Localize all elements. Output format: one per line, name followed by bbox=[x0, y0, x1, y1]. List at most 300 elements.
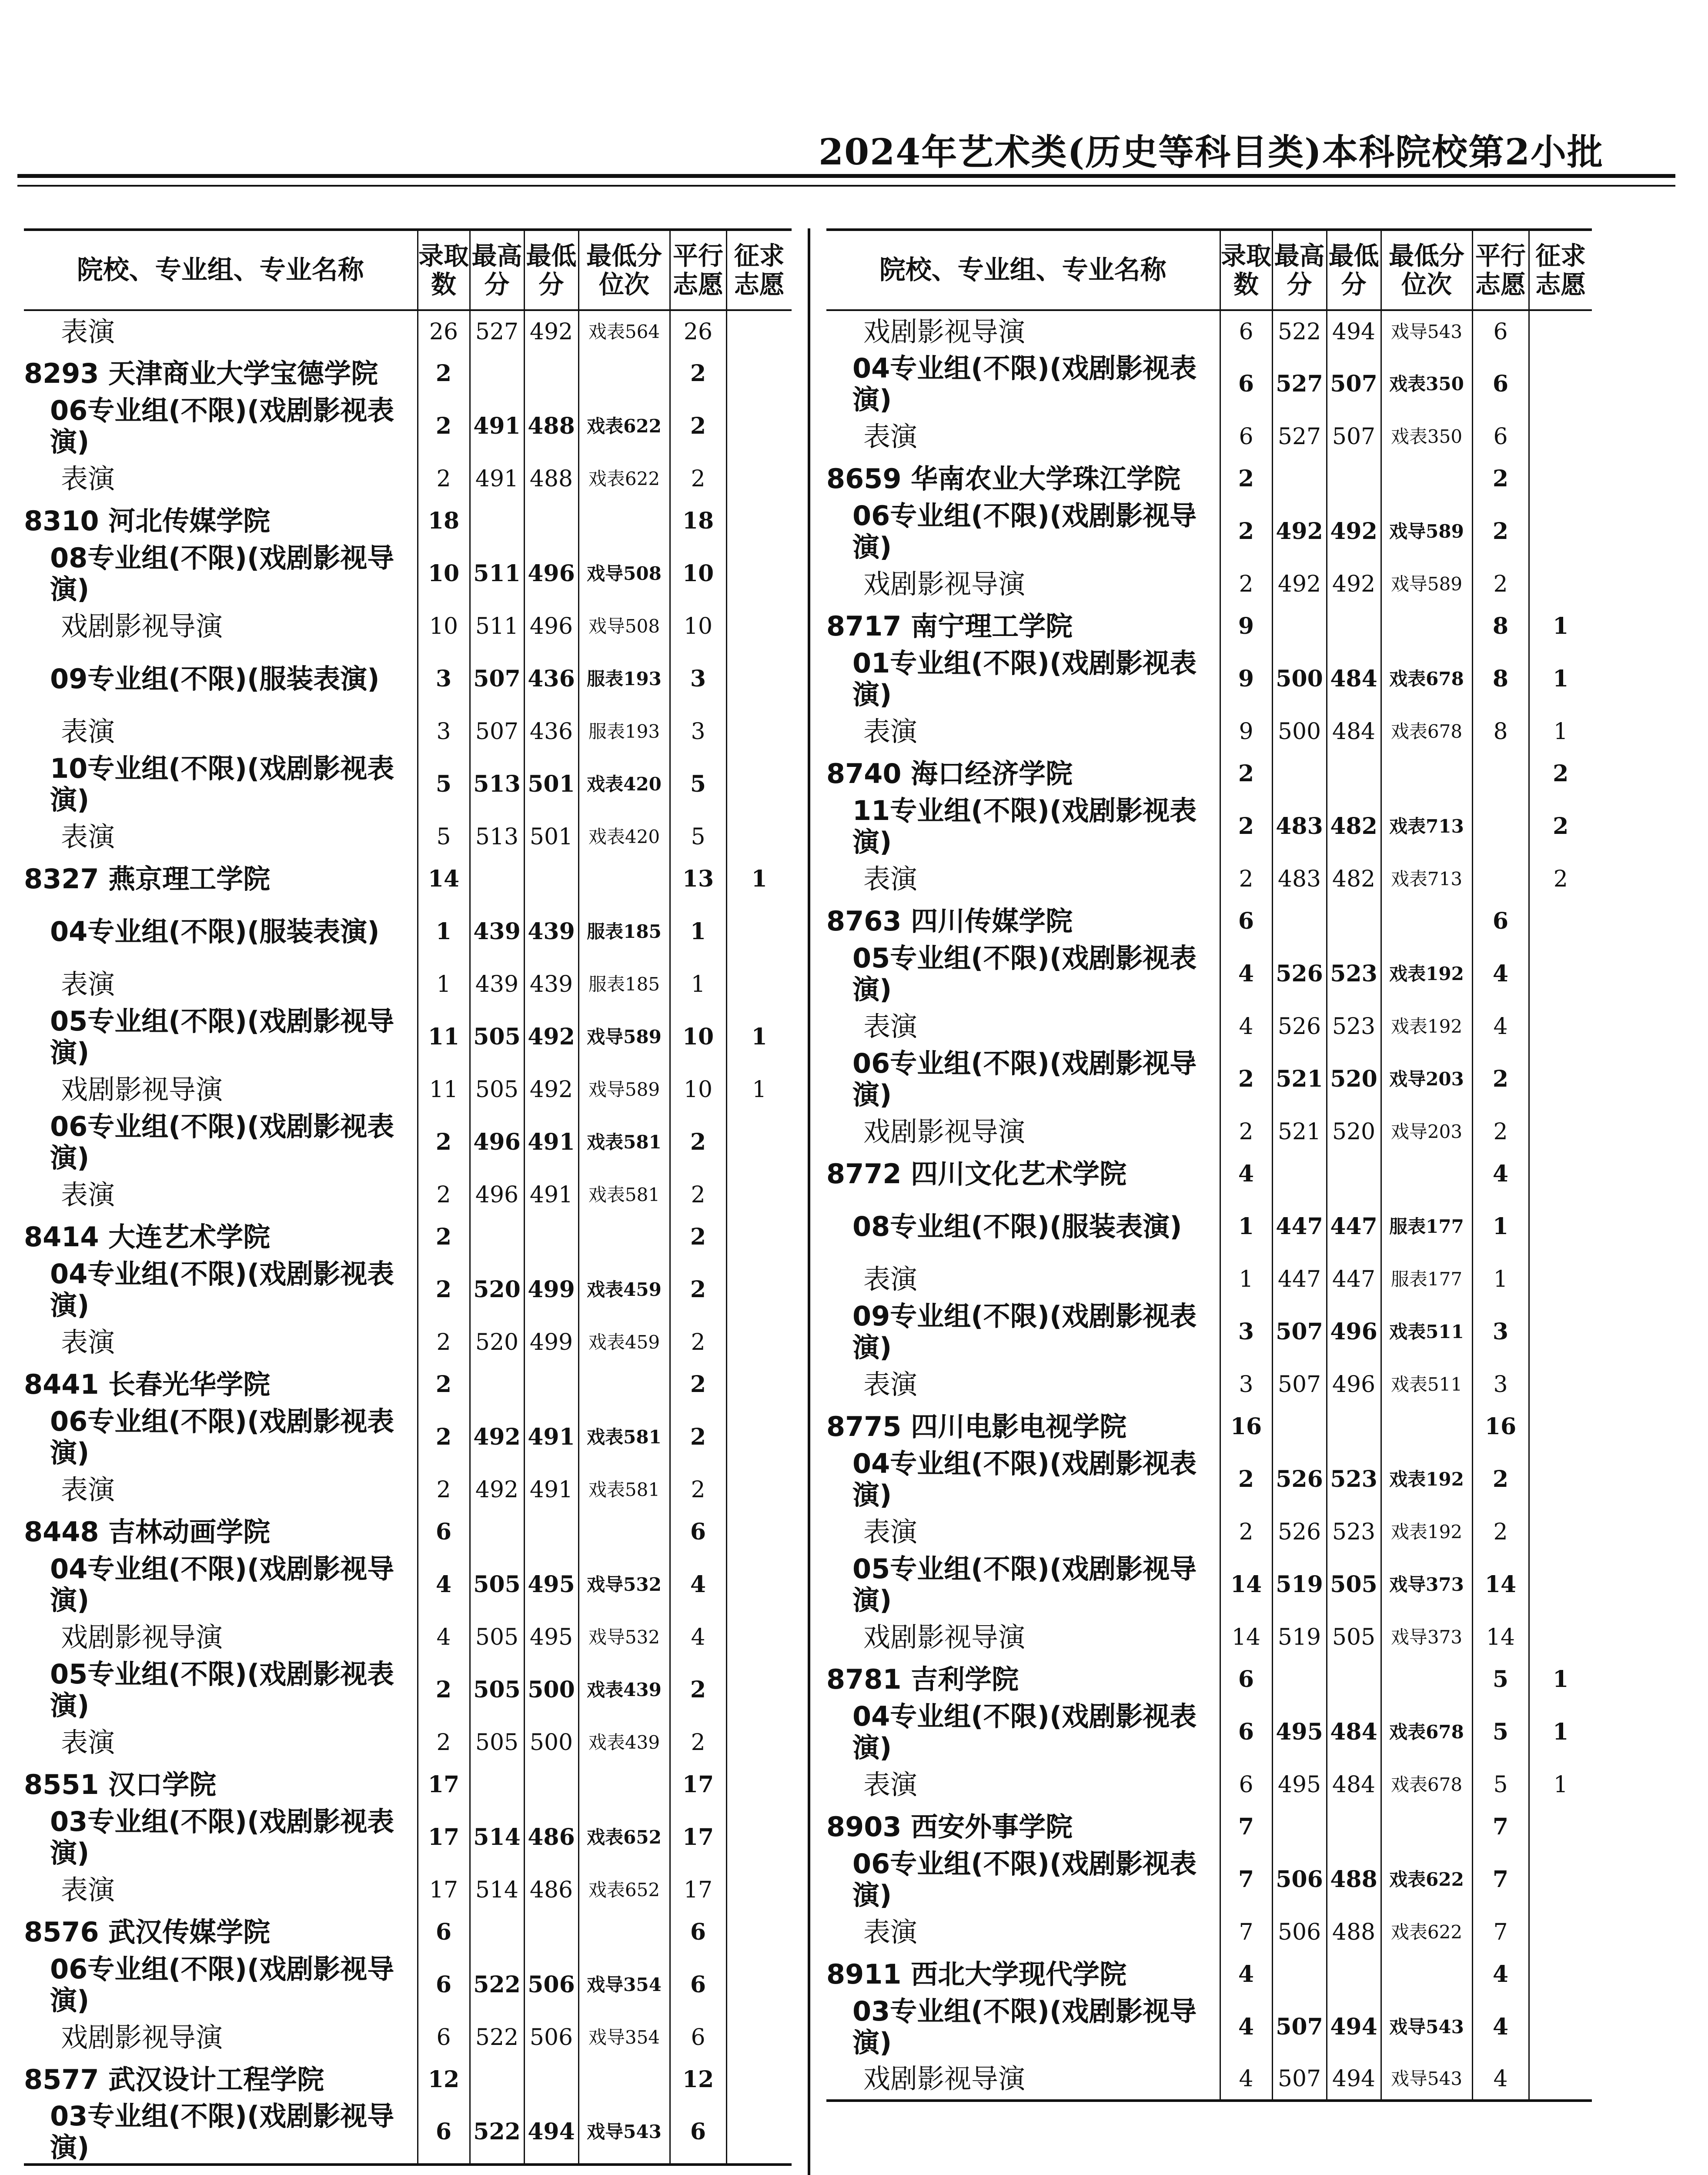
cell-solicit bbox=[1529, 1806, 1592, 1848]
cell-max: 505 bbox=[470, 1005, 524, 1068]
cell-min: 506 bbox=[524, 1953, 578, 2016]
header-rule-thin bbox=[17, 185, 1675, 187]
cell-name: 06专业组(不限)(戏剧影视表演) bbox=[50, 1110, 394, 1174]
cell-admit: 11 bbox=[418, 1068, 470, 1111]
cell-name: 05专业组(不限)(戏剧影视导演) bbox=[50, 1005, 394, 1068]
cell-minrank: 戏表652 bbox=[578, 1869, 670, 1911]
admission-table-right bbox=[826, 228, 1592, 2102]
cell-admit: 6 bbox=[1220, 1700, 1272, 1763]
cell-max bbox=[470, 1511, 524, 1553]
cell-parallel: 2 bbox=[670, 1111, 726, 1174]
cell-name: 8551 汉口学院 bbox=[24, 1768, 217, 1800]
cell-max: 507 bbox=[470, 647, 524, 710]
major-row bbox=[24, 310, 792, 352]
cell-admit: 6 bbox=[418, 2016, 470, 2058]
cell-min: 484 bbox=[1327, 1700, 1381, 1763]
cell-min: 447 bbox=[1327, 1258, 1381, 1300]
cell-max: 491 bbox=[470, 458, 524, 500]
cell-admit: 6 bbox=[1220, 352, 1272, 415]
cell-admit: 4 bbox=[1220, 1005, 1272, 1047]
group-row bbox=[826, 1848, 1592, 1911]
cell-solicit bbox=[726, 1869, 792, 1911]
cell-max bbox=[470, 352, 524, 395]
cell-minrank: 服表177 bbox=[1381, 1258, 1472, 1300]
cell-parallel: 18 bbox=[670, 500, 726, 542]
cell-max bbox=[470, 858, 524, 900]
cell-minrank: 戏表564 bbox=[578, 310, 670, 352]
cell-admit: 1 bbox=[1220, 1195, 1272, 1258]
cell-minrank: 戏导532 bbox=[578, 1616, 670, 1658]
cell-solicit bbox=[726, 1953, 792, 2016]
cell-min bbox=[524, 500, 578, 542]
cell-name: 表演 bbox=[863, 715, 918, 747]
cell-admit: 6 bbox=[418, 1953, 470, 2016]
cell-name: 8448 吉林动画学院 bbox=[24, 1516, 271, 1548]
cell-min: 491 bbox=[524, 1111, 578, 1174]
group-row bbox=[826, 647, 1592, 710]
page-header-title: 2024年艺术类(历史等科目类)本科院校第2小批 bbox=[819, 131, 1604, 173]
cell-max bbox=[1272, 1658, 1327, 1700]
cell-name: 戏剧影视导演 bbox=[61, 610, 223, 642]
cell-max: 495 bbox=[1272, 1700, 1327, 1763]
cell-min: 494 bbox=[524, 2101, 578, 2165]
cell-admit: 9 bbox=[1220, 605, 1272, 647]
cell-minrank: 戏表581 bbox=[578, 1111, 670, 1174]
cell-minrank: 戏表192 bbox=[1381, 1511, 1472, 1553]
cell-name: 戏剧影视导演 bbox=[863, 568, 1026, 600]
table-header-row bbox=[826, 230, 1592, 310]
cell-solicit bbox=[726, 1258, 792, 1321]
cell-max: 439 bbox=[470, 900, 524, 963]
cell-solicit bbox=[1529, 500, 1592, 563]
cell-minrank: 戏导589 bbox=[578, 1068, 670, 1111]
cell-minrank: 戏表192 bbox=[1381, 942, 1472, 1005]
cell-minrank: 戏表622 bbox=[578, 458, 670, 500]
cell-name: 8763 四川传媒学院 bbox=[826, 905, 1073, 937]
cell-min: 520 bbox=[1327, 1047, 1381, 1111]
cell-solicit bbox=[726, 310, 792, 352]
cell-admit: 2 bbox=[1220, 858, 1272, 900]
cell-solicit bbox=[726, 1616, 792, 1658]
cell-min: 499 bbox=[524, 1321, 578, 1363]
major-row bbox=[826, 1763, 1592, 1806]
cell-name: 03专业组(不限)(戏剧影视表演) bbox=[50, 1805, 394, 1869]
cell-admit: 3 bbox=[1220, 1300, 1272, 1363]
cell-parallel: 2 bbox=[1472, 1511, 1529, 1553]
col-header-parallel: 平行志愿 bbox=[1472, 230, 1529, 310]
cell-name: 戏剧影视导演 bbox=[61, 2021, 223, 2053]
cell-solicit bbox=[1529, 942, 1592, 1005]
group-row bbox=[24, 900, 792, 963]
school-row bbox=[24, 500, 792, 542]
group-row bbox=[826, 1995, 1592, 2058]
cell-parallel: 3 bbox=[1472, 1363, 1529, 1405]
cell-parallel: 2 bbox=[670, 352, 726, 395]
cell-admit: 6 bbox=[1220, 310, 1272, 352]
major-row bbox=[826, 310, 1592, 352]
group-row bbox=[24, 2101, 792, 2165]
col-header-parallel: 平行志愿 bbox=[670, 230, 726, 310]
cell-max bbox=[470, 1363, 524, 1405]
cell-name: 03专业组(不限)(戏剧影视导演) bbox=[852, 1995, 1197, 2058]
cell-admit: 2 bbox=[418, 1469, 470, 1511]
cell-max: 507 bbox=[1272, 1995, 1327, 2058]
cell-name: 08专业组(不限)(戏剧影视导演) bbox=[50, 542, 394, 605]
cell-parallel: 5 bbox=[1472, 1658, 1529, 1700]
major-row bbox=[24, 816, 792, 858]
cell-max: 513 bbox=[470, 753, 524, 816]
cell-max: 526 bbox=[1272, 1448, 1327, 1511]
cell-max: 505 bbox=[470, 1721, 524, 1763]
cell-minrank: 戏导373 bbox=[1381, 1553, 1472, 1616]
cell-min bbox=[524, 1911, 578, 1953]
cell-admit: 2 bbox=[1220, 753, 1272, 795]
cell-minrank: 戏表192 bbox=[1381, 1448, 1472, 1511]
cell-name: 8310 河北传媒学院 bbox=[24, 505, 271, 537]
cell-admit: 5 bbox=[418, 816, 470, 858]
cell-max bbox=[470, 2058, 524, 2101]
cell-min bbox=[524, 1216, 578, 1258]
major-row bbox=[826, 1258, 1592, 1300]
cell-name: 表演 bbox=[863, 1916, 918, 1948]
cell-name: 表演 bbox=[61, 315, 115, 348]
cell-minrank bbox=[578, 500, 670, 542]
cell-solicit bbox=[726, 1469, 792, 1511]
cell-parallel: 4 bbox=[1472, 2058, 1529, 2101]
cell-parallel: 17 bbox=[670, 1806, 726, 1869]
cell-max: 507 bbox=[1272, 1300, 1327, 1363]
cell-min: 492 bbox=[524, 310, 578, 352]
school-row bbox=[826, 1658, 1592, 1700]
cell-admit: 2 bbox=[1220, 563, 1272, 605]
cell-name: 8772 四川文化艺术学院 bbox=[826, 1158, 1127, 1190]
cell-min: 488 bbox=[524, 395, 578, 458]
cell-max: 506 bbox=[1272, 1911, 1327, 1953]
cell-max: 519 bbox=[1272, 1616, 1327, 1658]
cell-minrank: 戏导543 bbox=[1381, 310, 1472, 352]
cell-name: 表演 bbox=[61, 1473, 115, 1506]
cell-max: 527 bbox=[1272, 415, 1327, 458]
cell-min: 520 bbox=[1327, 1111, 1381, 1153]
major-row bbox=[826, 1005, 1592, 1047]
cell-min: 495 bbox=[524, 1616, 578, 1658]
cell-admit: 4 bbox=[1220, 1153, 1272, 1195]
major-row bbox=[24, 1321, 792, 1363]
cell-min: 491 bbox=[524, 1405, 578, 1469]
cell-parallel: 5 bbox=[670, 816, 726, 858]
cell-min: 482 bbox=[1327, 858, 1381, 900]
cell-name: 01专业组(不限)(戏剧影视表演) bbox=[852, 647, 1197, 710]
cell-name: 8781 吉利学院 bbox=[826, 1663, 1019, 1695]
cell-admit: 2 bbox=[1220, 500, 1272, 563]
cell-minrank: 戏导543 bbox=[1381, 1995, 1472, 2058]
col-header-solicit: 征求志愿 bbox=[1529, 230, 1592, 310]
cell-solicit bbox=[726, 1511, 792, 1553]
cell-min: 501 bbox=[524, 816, 578, 858]
cell-parallel: 6 bbox=[670, 2016, 726, 2058]
cell-solicit bbox=[1529, 1616, 1592, 1658]
cell-admit: 2 bbox=[418, 1321, 470, 1363]
school-row bbox=[826, 458, 1592, 500]
cell-name: 04专业组(不限)(服装表演) bbox=[50, 915, 380, 947]
cell-solicit bbox=[1529, 2058, 1592, 2101]
cell-max: 500 bbox=[1272, 710, 1327, 753]
cell-solicit bbox=[1529, 352, 1592, 415]
cell-name: 06专业组(不限)(戏剧影视表演) bbox=[50, 1405, 394, 1469]
cell-admit: 1 bbox=[1220, 1258, 1272, 1300]
major-row bbox=[24, 710, 792, 753]
cell-minrank bbox=[1381, 753, 1472, 795]
cell-solicit: 2 bbox=[1529, 858, 1592, 900]
cell-max bbox=[470, 1911, 524, 1953]
cell-name: 表演 bbox=[61, 1726, 115, 1758]
cell-minrank: 戏导354 bbox=[578, 1953, 670, 2016]
cell-admit: 2 bbox=[418, 1405, 470, 1469]
cell-min: 436 bbox=[524, 710, 578, 753]
cell-admit: 12 bbox=[418, 2058, 470, 2101]
cell-name: 06专业组(不限)(戏剧影视表演) bbox=[852, 1847, 1197, 1911]
cell-min bbox=[1327, 1953, 1381, 1995]
cell-min: 507 bbox=[1327, 415, 1381, 458]
cell-min: 507 bbox=[1327, 352, 1381, 415]
cell-admit: 2 bbox=[1220, 795, 1272, 858]
cell-minrank: 戏表678 bbox=[1381, 1763, 1472, 1806]
major-row bbox=[24, 2016, 792, 2058]
cell-parallel: 2 bbox=[670, 458, 726, 500]
cell-max: 520 bbox=[470, 1321, 524, 1363]
cell-solicit bbox=[1529, 1363, 1592, 1405]
cell-minrank: 戏表420 bbox=[578, 753, 670, 816]
school-row bbox=[24, 352, 792, 395]
major-row bbox=[24, 1616, 792, 1658]
cell-name: 戏剧影视导演 bbox=[61, 1073, 223, 1105]
major-row bbox=[24, 1469, 792, 1511]
cell-solicit: 1 bbox=[1529, 605, 1592, 647]
cell-solicit bbox=[1529, 1511, 1592, 1553]
cell-solicit: 1 bbox=[1529, 1700, 1592, 1763]
cell-min: 482 bbox=[1327, 795, 1381, 858]
cell-parallel: 2 bbox=[670, 395, 726, 458]
cell-admit: 7 bbox=[1220, 1848, 1272, 1911]
cell-max: 507 bbox=[470, 710, 524, 753]
cell-solicit bbox=[726, 1763, 792, 1806]
cell-name: 表演 bbox=[863, 1263, 918, 1295]
cell-minrank bbox=[578, 2058, 670, 2101]
cell-admit: 14 bbox=[418, 858, 470, 900]
cell-parallel: 6 bbox=[670, 1953, 726, 2016]
cell-solicit bbox=[726, 1363, 792, 1405]
major-row bbox=[24, 1068, 792, 1111]
cell-solicit: 1 bbox=[1529, 710, 1592, 753]
cell-name: 05专业组(不限)(戏剧影视表演) bbox=[852, 942, 1197, 1005]
cell-parallel: 2 bbox=[1472, 1448, 1529, 1511]
cell-max bbox=[470, 1763, 524, 1806]
school-row bbox=[826, 1405, 1592, 1448]
cell-minrank: 戏表439 bbox=[578, 1721, 670, 1763]
cell-solicit bbox=[726, 900, 792, 963]
cell-name: 06专业组(不限)(戏剧影视表演) bbox=[50, 394, 394, 458]
cell-admit: 6 bbox=[418, 1911, 470, 1953]
cell-minrank: 戏导508 bbox=[578, 542, 670, 605]
cell-admit: 14 bbox=[1220, 1616, 1272, 1658]
cell-solicit bbox=[1529, 563, 1592, 605]
group-row bbox=[826, 1300, 1592, 1363]
cell-parallel: 7 bbox=[1472, 1848, 1529, 1911]
cell-admit: 17 bbox=[418, 1869, 470, 1911]
cell-parallel: 3 bbox=[670, 710, 726, 753]
cell-parallel: 12 bbox=[670, 2058, 726, 2101]
cell-min: 505 bbox=[1327, 1616, 1381, 1658]
cell-name: 03专业组(不限)(戏剧影视导演) bbox=[24, 2101, 418, 2165]
cell-solicit bbox=[1529, 1153, 1592, 1195]
cell-min bbox=[524, 352, 578, 395]
cell-parallel: 2 bbox=[670, 1321, 726, 1363]
cell-parallel: 26 bbox=[670, 310, 726, 352]
cell-admit: 3 bbox=[418, 710, 470, 753]
group-row bbox=[24, 647, 792, 710]
cell-name: 8414 大连艺术学院 bbox=[24, 1221, 271, 1253]
cell-max bbox=[1272, 1405, 1327, 1448]
group-row bbox=[24, 1258, 792, 1321]
cell-max: 519 bbox=[1272, 1553, 1327, 1616]
cell-min: 500 bbox=[524, 1721, 578, 1763]
cell-minrank bbox=[1381, 1405, 1472, 1448]
cell-parallel: 2 bbox=[670, 1405, 726, 1469]
cell-parallel: 6 bbox=[670, 2101, 726, 2165]
cell-admit: 7 bbox=[1220, 1806, 1272, 1848]
cell-admit: 2 bbox=[418, 1174, 470, 1216]
cell-minrank: 戏表581 bbox=[578, 1469, 670, 1511]
cell-admit: 2 bbox=[1220, 1448, 1272, 1511]
cell-min: 495 bbox=[524, 1553, 578, 1616]
cell-min: 496 bbox=[1327, 1363, 1381, 1405]
cell-parallel: 5 bbox=[1472, 1763, 1529, 1806]
cell-solicit bbox=[726, 1405, 792, 1469]
cell-name: 05专业组(不限)(戏剧影视导演) bbox=[852, 1553, 1197, 1616]
cell-minrank: 戏导373 bbox=[1381, 1616, 1472, 1658]
cell-min: 501 bbox=[524, 753, 578, 816]
cell-minrank: 戏导203 bbox=[1381, 1047, 1472, 1111]
cell-min: 496 bbox=[524, 542, 578, 605]
major-row bbox=[826, 1911, 1592, 1953]
cell-solicit bbox=[726, 500, 792, 542]
cell-parallel: 17 bbox=[670, 1763, 726, 1806]
cell-admit: 1 bbox=[418, 963, 470, 1005]
cell-minrank: 戏表420 bbox=[578, 816, 670, 858]
cell-name: 表演 bbox=[61, 968, 115, 1000]
cell-name: 表演 bbox=[61, 715, 115, 747]
cell-parallel: 7 bbox=[1472, 1911, 1529, 1953]
cell-solicit bbox=[1529, 458, 1592, 500]
cell-minrank: 戏表652 bbox=[578, 1806, 670, 1869]
group-row bbox=[826, 795, 1592, 858]
cell-minrank: 戏表622 bbox=[1381, 1848, 1472, 1911]
cell-solicit bbox=[1529, 1848, 1592, 1911]
cell-solicit: 1 bbox=[726, 1005, 792, 1068]
cell-minrank bbox=[1381, 1153, 1472, 1195]
cell-max: 526 bbox=[1272, 1511, 1327, 1553]
cell-admit: 1 bbox=[418, 900, 470, 963]
cell-minrank: 戏导543 bbox=[578, 2101, 670, 2165]
cell-min: 488 bbox=[1327, 1911, 1381, 1953]
col-header-name: 院校、专业组、专业名称 bbox=[24, 230, 418, 310]
cell-max: 514 bbox=[470, 1806, 524, 1869]
cell-name: 8903 西安外事学院 bbox=[826, 1810, 1073, 1843]
cell-admit: 10 bbox=[418, 542, 470, 605]
cell-name: 08专业组(不限)(服装表演) bbox=[852, 1210, 1182, 1242]
cell-admit: 16 bbox=[1220, 1405, 1272, 1448]
cell-minrank: 戏表459 bbox=[578, 1258, 670, 1321]
cell-parallel: 8 bbox=[1472, 710, 1529, 753]
cell-name: 表演 bbox=[61, 1874, 115, 1906]
cell-name: 表演 bbox=[863, 1010, 918, 1042]
cell-solicit bbox=[726, 1911, 792, 1953]
cell-solicit bbox=[1529, 1553, 1592, 1616]
cell-minrank bbox=[1381, 900, 1472, 942]
cell-minrank: 戏表350 bbox=[1381, 352, 1472, 415]
major-row bbox=[826, 858, 1592, 900]
cell-max: 520 bbox=[470, 1258, 524, 1321]
group-row bbox=[826, 1448, 1592, 1511]
cell-min: 494 bbox=[1327, 310, 1381, 352]
cell-admit: 2 bbox=[418, 1258, 470, 1321]
major-row bbox=[24, 1174, 792, 1216]
cell-parallel: 2 bbox=[1472, 563, 1529, 605]
col-header-minrank: 最低分位次 bbox=[1381, 230, 1472, 310]
school-row bbox=[24, 1511, 792, 1553]
group-row bbox=[826, 1700, 1592, 1763]
cell-name: 04专业组(不限)(戏剧影视表演) bbox=[852, 352, 1197, 415]
cell-max: 526 bbox=[1272, 942, 1327, 1005]
cell-admit: 2 bbox=[418, 1216, 470, 1258]
cell-min bbox=[524, 1511, 578, 1553]
cell-min: 523 bbox=[1327, 1005, 1381, 1047]
cell-minrank bbox=[578, 1763, 670, 1806]
major-row bbox=[826, 563, 1592, 605]
cell-min: 439 bbox=[524, 900, 578, 963]
group-row bbox=[826, 1553, 1592, 1616]
cell-solicit: 1 bbox=[1529, 647, 1592, 710]
cell-name: 11专业组(不限)(戏剧影视表演) bbox=[852, 794, 1197, 858]
cell-minrank: 戏导589 bbox=[1381, 500, 1472, 563]
group-row bbox=[24, 753, 792, 816]
major-row bbox=[826, 1511, 1592, 1553]
cell-min bbox=[524, 1363, 578, 1405]
cell-parallel: 6 bbox=[1472, 900, 1529, 942]
cell-parallel: 13 bbox=[670, 858, 726, 900]
cell-minrank: 戏导589 bbox=[1381, 563, 1472, 605]
cell-parallel: 4 bbox=[1472, 1953, 1529, 1995]
cell-solicit bbox=[1529, 1047, 1592, 1111]
cell-parallel: 1 bbox=[670, 963, 726, 1005]
header-rule-thick bbox=[17, 174, 1675, 178]
cell-solicit: 2 bbox=[1529, 795, 1592, 858]
cell-minrank: 戏表622 bbox=[1381, 1911, 1472, 1953]
cell-parallel: 2 bbox=[670, 1216, 726, 1258]
cell-admit: 2 bbox=[418, 352, 470, 395]
cell-name: 表演 bbox=[61, 1178, 115, 1211]
cell-admit: 18 bbox=[418, 500, 470, 542]
cell-parallel: 2 bbox=[670, 1469, 726, 1511]
cell-parallel: 16 bbox=[1472, 1405, 1529, 1448]
cell-max: 439 bbox=[470, 963, 524, 1005]
cell-name: 8577 武汉设计工程学院 bbox=[24, 2063, 324, 2095]
cell-solicit bbox=[726, 542, 792, 605]
cell-min: 496 bbox=[524, 605, 578, 647]
group-row bbox=[826, 942, 1592, 1005]
cell-parallel: 6 bbox=[1472, 310, 1529, 352]
cell-admit: 2 bbox=[1220, 1047, 1272, 1111]
